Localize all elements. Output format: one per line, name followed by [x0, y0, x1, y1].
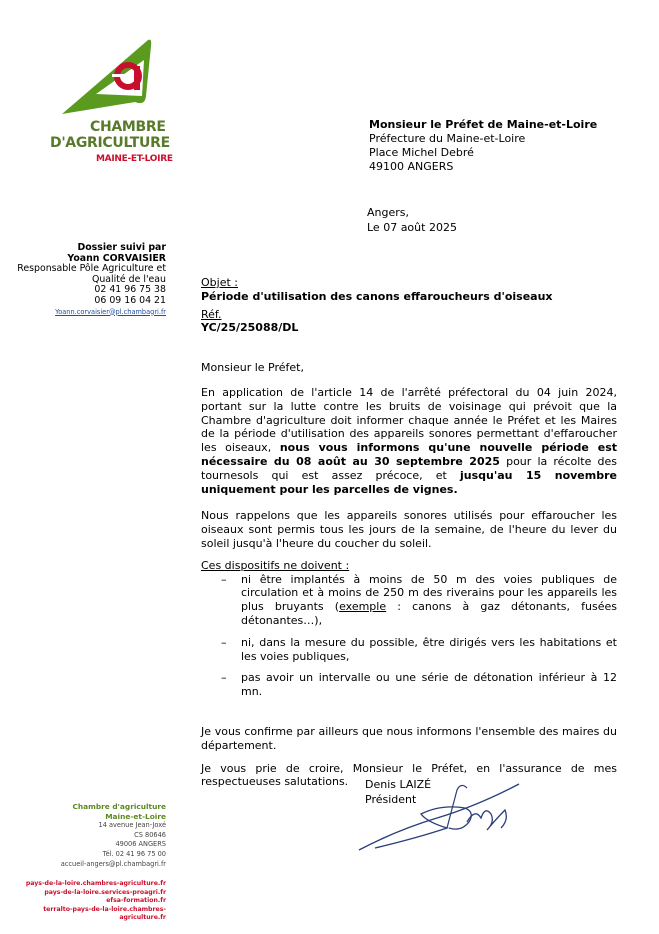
paragraph-1 — [201, 386, 617, 496]
org-address-2: CS 80646 — [134, 830, 166, 839]
contact-phone-2: 06 09 16 04 21 — [94, 294, 166, 306]
contact-name: Yoann CORVAISIER — [67, 252, 166, 264]
p1-text-a: En application de l'article 14 de l'arrêté préfectoral du 04 juin 2024, portant sur la lutte contre les bruits de voisinage qui prévoit que la Chambre d'agriculture doit informer chaque année le Préfet et les Maires de la période d'utilisation des appareils sonores permettant d'effaroucher les oiseaux, — [201, 385, 617, 455]
ref-label: Réf. — [201, 307, 222, 321]
handwritten-signature-icon — [357, 778, 522, 856]
contact-role-2: Qualité de l'eau — [91, 273, 166, 285]
website-links — [6, 880, 166, 923]
logo-text-chambre: CHAMBRE — [90, 119, 166, 135]
conditions-list — [201, 573, 617, 699]
item1-text: ni être implantés à moins de 50 m des voies publiques de circulation et à moins de 250 m des riverains pour les appareils les plus bruyants ( — [241, 572, 617, 614]
dash-bullet: – — [221, 572, 227, 586]
addressee-name: Monsieur le Préfet de Maine-et-Loire — [369, 118, 598, 131]
list-title: Ces dispositifs ne doivent : — [201, 558, 350, 572]
signer-title: Président — [365, 793, 417, 806]
dash-bullet: – — [221, 635, 227, 649]
paragraph-2: Nous rappelons que les appareils sonores utilisés pour effaroucher les oiseaux sont permis tous les jours de la semaine, de l'heure du lever du soleil jusqu'à l'heure du coucher du soleil. — [201, 509, 617, 550]
salutation: Monsieur le Préfet, — [201, 361, 304, 375]
signer-name: Denis LAIZÉ — [365, 778, 432, 791]
p1-text-c: pour la récolte des tournesols qui est assez précoce, et — [201, 454, 617, 482]
ref-value: YC/25/25088/DL — [201, 321, 299, 335]
letter-body — [201, 276, 617, 789]
org-email: accueil-angers@pl.chambagri.fr — [60, 859, 166, 868]
p1-text-d: jusqu'au 15 novembre uniquement pour les parcelles de vignes. — [201, 468, 617, 496]
object-text: Période d'utilisation des canons effaroucheurs d'oiseaux — [201, 289, 553, 303]
item2-text: ni, dans la mesure du possible, être dirigés vers les habitations et les voies publiques, — [241, 635, 617, 663]
org-address-1: 14 avenue Jean-Joxé — [98, 821, 166, 830]
contact-email-link[interactable]: Yoann.corvaisier@pl.chambagri.fr — [55, 307, 166, 316]
website-link[interactable]: terralto-pays-de-la-loire.chambres-agriculture.fr — [43, 905, 166, 922]
item1-example: exemple — [339, 600, 387, 614]
list-item — [201, 671, 617, 699]
p1-text-b: nous vous informons qu'une nouvelle période est nécessaire du 08 août au 30 septembre 2025 — [201, 441, 618, 468]
list-item — [201, 636, 617, 664]
date-city: Angers, — [367, 206, 409, 219]
followed-by-label: Dossier suivi par — [77, 242, 166, 253]
paragraph-3: Je vous confirme par ailleurs que nous informons l'ensemble des maires du département. — [201, 724, 617, 752]
org-name-1: Chambre d'agriculture — [72, 802, 166, 811]
date-value: Le 07 août 2025 — [367, 221, 457, 234]
logo-text-agriculture: D'AGRICULTURE — [50, 135, 170, 151]
org-address-3: 49006 ANGERS — [115, 840, 166, 849]
item3-text: pas avoir un intervalle ou une série de détonation inférieur à 12 mn. — [241, 671, 617, 699]
list-item — [201, 573, 617, 628]
logo-text-region: MAINE-ET-LOIRE — [96, 154, 173, 164]
paragraph-4: Je vous prie de croire, Monsieur le Préfet, en l'assurance de mes respectueuses salutations. — [201, 761, 617, 789]
addressee-block — [369, 118, 597, 174]
date-block — [367, 205, 457, 235]
addressee-line: 49100 ANGERS — [369, 160, 454, 173]
dash-bullet: – — [221, 671, 227, 685]
item1-text-end: : canons à gaz détonants, fusées détonantes…), — [241, 600, 617, 627]
contact-role-1: Responsable Pôle Agriculture et — [17, 263, 166, 275]
website-link[interactable]: pays-de-la-loire.chambres-agriculture.fr — [25, 880, 166, 887]
object-label: Objet : — [201, 276, 238, 289]
org-address-block — [14, 802, 166, 869]
logo — [50, 36, 175, 171]
org-tel: Tél. 02 41 96 75 00 — [102, 849, 166, 858]
addressee-line: Place Michel Debré — [369, 146, 474, 159]
org-name-2: Maine-et-Loire — [105, 811, 166, 821]
contact-phone-1: 02 41 96 75 38 — [94, 284, 166, 296]
contact-block — [14, 243, 166, 317]
website-link[interactable]: pays-de-la-loire.services-proagri.fr — [44, 888, 166, 896]
addressee-line: Préfecture du Maine-et-Loire — [369, 132, 526, 145]
logo-mark-icon — [50, 36, 175, 116]
website-link[interactable]: efsa-formation.fr — [106, 897, 166, 905]
